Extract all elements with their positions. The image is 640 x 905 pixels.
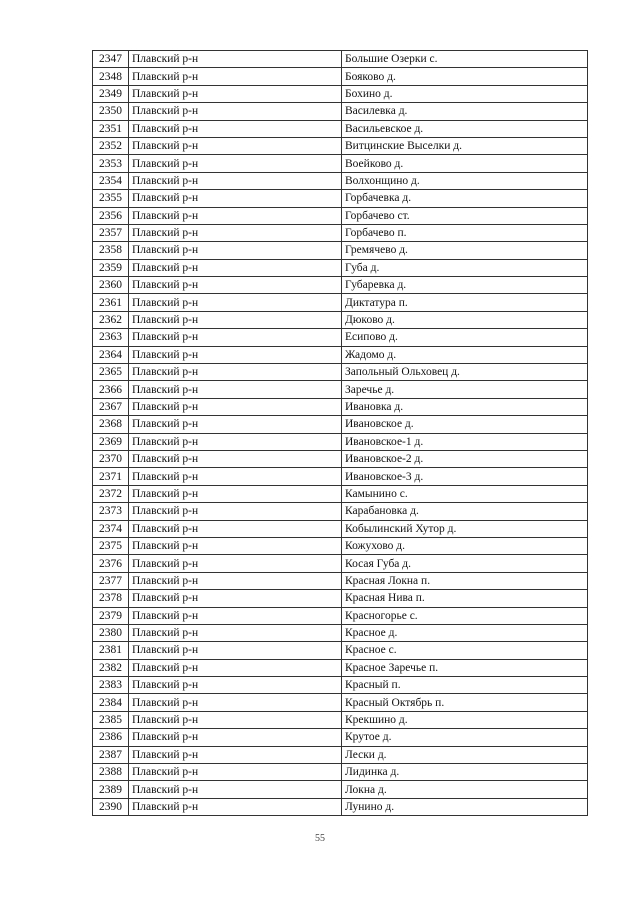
row-number-cell: 2374	[93, 520, 129, 537]
district-cell: Плавский р-н	[129, 259, 342, 276]
district-cell: Плавский р-н	[129, 624, 342, 641]
row-number-cell: 2380	[93, 624, 129, 641]
table-row	[93, 468, 588, 485]
table-row	[93, 624, 588, 641]
district-cell: Плавский р-н	[129, 329, 342, 346]
table-row	[93, 537, 588, 554]
settlement-cell: Бохино д.	[342, 85, 588, 102]
row-number-cell: 2363	[93, 329, 129, 346]
table-row	[93, 346, 588, 363]
table-row	[93, 711, 588, 728]
settlement-cell: Ивановское-3 д.	[342, 468, 588, 485]
row-number-cell: 2371	[93, 468, 129, 485]
district-cell: Плавский р-н	[129, 207, 342, 224]
settlement-cell: Запольный Ольховец д.	[342, 364, 588, 381]
district-cell: Плавский р-н	[129, 68, 342, 85]
settlement-cell: Диктатура п.	[342, 294, 588, 311]
table-row	[93, 103, 588, 120]
row-number-cell: 2372	[93, 485, 129, 502]
settlement-cell: Косая Губа д.	[342, 555, 588, 572]
table-row	[93, 729, 588, 746]
settlement-cell: Карабановка д.	[342, 503, 588, 520]
row-number-cell: 2366	[93, 381, 129, 398]
settlement-cell: Красногорье с.	[342, 607, 588, 624]
district-cell: Плавский р-н	[129, 137, 342, 154]
row-number-cell: 2390	[93, 798, 129, 815]
row-number-cell: 2369	[93, 433, 129, 450]
table-row	[93, 590, 588, 607]
settlement-cell: Есипово д.	[342, 329, 588, 346]
district-cell: Плавский р-н	[129, 659, 342, 676]
row-number-cell: 2347	[93, 51, 129, 68]
district-cell: Плавский р-н	[129, 364, 342, 381]
row-number-cell: 2359	[93, 259, 129, 276]
settlements-table	[92, 50, 588, 816]
district-cell: Плавский р-н	[129, 190, 342, 207]
row-number-cell: 2382	[93, 659, 129, 676]
settlement-cell: Кобылинский Хутор д.	[342, 520, 588, 537]
district-cell: Плавский р-н	[129, 485, 342, 502]
table-row	[93, 503, 588, 520]
district-cell: Плавский р-н	[129, 120, 342, 137]
settlement-cell: Заречье д.	[342, 381, 588, 398]
district-cell: Плавский р-н	[129, 572, 342, 589]
settlement-cell: Красное Заречье п.	[342, 659, 588, 676]
page-number: 55	[315, 833, 325, 844]
row-number-cell: 2370	[93, 450, 129, 467]
table-row	[93, 137, 588, 154]
row-number-cell: 2383	[93, 677, 129, 694]
row-number-cell: 2364	[93, 346, 129, 363]
settlement-cell: Камынино с.	[342, 485, 588, 502]
district-cell: Плавский р-н	[129, 51, 342, 68]
table-row	[93, 120, 588, 137]
settlement-cell: Ивановское д.	[342, 416, 588, 433]
district-cell: Плавский р-н	[129, 311, 342, 328]
table-row	[93, 798, 588, 815]
table-row	[93, 51, 588, 68]
district-cell: Плавский р-н	[129, 294, 342, 311]
row-number-cell: 2357	[93, 224, 129, 241]
table-row	[93, 520, 588, 537]
row-number-cell: 2375	[93, 537, 129, 554]
row-number-cell: 2385	[93, 711, 129, 728]
district-cell: Плавский р-н	[129, 398, 342, 415]
table-row	[93, 311, 588, 328]
table-row	[93, 416, 588, 433]
district-cell: Плавский р-н	[129, 520, 342, 537]
table-row	[93, 259, 588, 276]
table-row	[93, 224, 588, 241]
district-cell: Плавский р-н	[129, 450, 342, 467]
settlement-cell: Волхонщино д.	[342, 172, 588, 189]
district-cell: Плавский р-н	[129, 677, 342, 694]
settlement-cell: Красная Локна п.	[342, 572, 588, 589]
table-row	[93, 364, 588, 381]
row-number-cell: 2365	[93, 364, 129, 381]
settlement-cell: Бояково д.	[342, 68, 588, 85]
settlement-cell: Воейково д.	[342, 155, 588, 172]
settlement-cell: Красный Октябрь п.	[342, 694, 588, 711]
district-cell: Плавский р-н	[129, 590, 342, 607]
row-number-cell: 2358	[93, 242, 129, 259]
settlement-cell: Горбачевка д.	[342, 190, 588, 207]
district-cell: Плавский р-н	[129, 277, 342, 294]
settlement-cell: Василевка д.	[342, 103, 588, 120]
settlement-cell: Дюково д.	[342, 311, 588, 328]
row-number-cell: 2362	[93, 311, 129, 328]
settlement-cell: Крутое д.	[342, 729, 588, 746]
table-row	[93, 207, 588, 224]
table-row	[93, 555, 588, 572]
row-number-cell: 2353	[93, 155, 129, 172]
settlement-cell: Крекшино д.	[342, 711, 588, 728]
table-row	[93, 450, 588, 467]
district-cell: Плавский р-н	[129, 642, 342, 659]
row-number-cell: 2377	[93, 572, 129, 589]
table-row	[93, 781, 588, 798]
table-body	[93, 51, 588, 816]
district-cell: Плавский р-н	[129, 468, 342, 485]
district-cell: Плавский р-н	[129, 711, 342, 728]
settlement-cell: Ивановское-2 д.	[342, 450, 588, 467]
settlement-cell: Васильевское д.	[342, 120, 588, 137]
table-row	[93, 172, 588, 189]
row-number-cell: 2361	[93, 294, 129, 311]
table-row	[93, 398, 588, 415]
settlement-cell: Ивановское-1 д.	[342, 433, 588, 450]
table-row	[93, 329, 588, 346]
district-cell: Плавский р-н	[129, 416, 342, 433]
row-number-cell: 2376	[93, 555, 129, 572]
table-row	[93, 659, 588, 676]
district-cell: Плавский р-н	[129, 172, 342, 189]
table-row	[93, 677, 588, 694]
district-cell: Плавский р-н	[129, 537, 342, 554]
row-number-cell: 2351	[93, 120, 129, 137]
district-cell: Плавский р-н	[129, 694, 342, 711]
table-row	[93, 485, 588, 502]
district-cell: Плавский р-н	[129, 85, 342, 102]
row-number-cell: 2356	[93, 207, 129, 224]
row-number-cell: 2384	[93, 694, 129, 711]
district-cell: Плавский р-н	[129, 607, 342, 624]
row-number-cell: 2349	[93, 85, 129, 102]
district-cell: Плавский р-н	[129, 503, 342, 520]
table-row	[93, 642, 588, 659]
district-cell: Плавский р-н	[129, 555, 342, 572]
row-number-cell: 2368	[93, 416, 129, 433]
settlement-cell: Большие Озерки с.	[342, 51, 588, 68]
settlement-cell: Горбачево п.	[342, 224, 588, 241]
district-cell: Плавский р-н	[129, 798, 342, 815]
row-number-cell: 2373	[93, 503, 129, 520]
settlement-cell: Ивановка д.	[342, 398, 588, 415]
row-number-cell: 2348	[93, 68, 129, 85]
district-cell: Плавский р-н	[129, 224, 342, 241]
table-row	[93, 68, 588, 85]
settlement-cell: Лески д.	[342, 746, 588, 763]
table-row	[93, 433, 588, 450]
row-number-cell: 2388	[93, 764, 129, 781]
settlement-cell: Лунино д.	[342, 798, 588, 815]
table-row	[93, 607, 588, 624]
table-row	[93, 277, 588, 294]
table-row	[93, 294, 588, 311]
district-cell: Плавский р-н	[129, 381, 342, 398]
row-number-cell: 2350	[93, 103, 129, 120]
district-cell: Плавский р-н	[129, 155, 342, 172]
row-number-cell: 2352	[93, 137, 129, 154]
table-row	[93, 242, 588, 259]
settlement-cell: Жадомо д.	[342, 346, 588, 363]
settlement-cell: Красный п.	[342, 677, 588, 694]
row-number-cell: 2355	[93, 190, 129, 207]
settlement-cell: Красное д.	[342, 624, 588, 641]
district-cell: Плавский р-н	[129, 746, 342, 763]
table-row	[93, 155, 588, 172]
settlement-cell: Красная Нива п.	[342, 590, 588, 607]
row-number-cell: 2381	[93, 642, 129, 659]
table-row	[93, 85, 588, 102]
settlement-cell: Лидинка д.	[342, 764, 588, 781]
settlement-cell: Гремячево д.	[342, 242, 588, 259]
district-cell: Плавский р-н	[129, 346, 342, 363]
district-cell: Плавский р-н	[129, 433, 342, 450]
row-number-cell: 2387	[93, 746, 129, 763]
table-row	[93, 764, 588, 781]
row-number-cell: 2354	[93, 172, 129, 189]
row-number-cell: 2379	[93, 607, 129, 624]
district-cell: Плавский р-н	[129, 729, 342, 746]
settlement-cell: Красное с.	[342, 642, 588, 659]
table-row	[93, 381, 588, 398]
district-cell: Плавский р-н	[129, 242, 342, 259]
table-row	[93, 190, 588, 207]
row-number-cell: 2386	[93, 729, 129, 746]
district-cell: Плавский р-н	[129, 781, 342, 798]
district-cell: Плавский р-н	[129, 764, 342, 781]
row-number-cell: 2360	[93, 277, 129, 294]
table-row	[93, 746, 588, 763]
table-row	[93, 694, 588, 711]
row-number-cell: 2367	[93, 398, 129, 415]
row-number-cell: 2389	[93, 781, 129, 798]
settlement-cell: Кожухово д.	[342, 537, 588, 554]
settlement-cell: Локна д.	[342, 781, 588, 798]
settlement-cell: Горбачево ст.	[342, 207, 588, 224]
settlement-cell: Губаревка д.	[342, 277, 588, 294]
settlement-cell: Витцинские Выселки д.	[342, 137, 588, 154]
row-number-cell: 2378	[93, 590, 129, 607]
table-row	[93, 572, 588, 589]
district-cell: Плавский р-н	[129, 103, 342, 120]
settlement-cell: Губа д.	[342, 259, 588, 276]
